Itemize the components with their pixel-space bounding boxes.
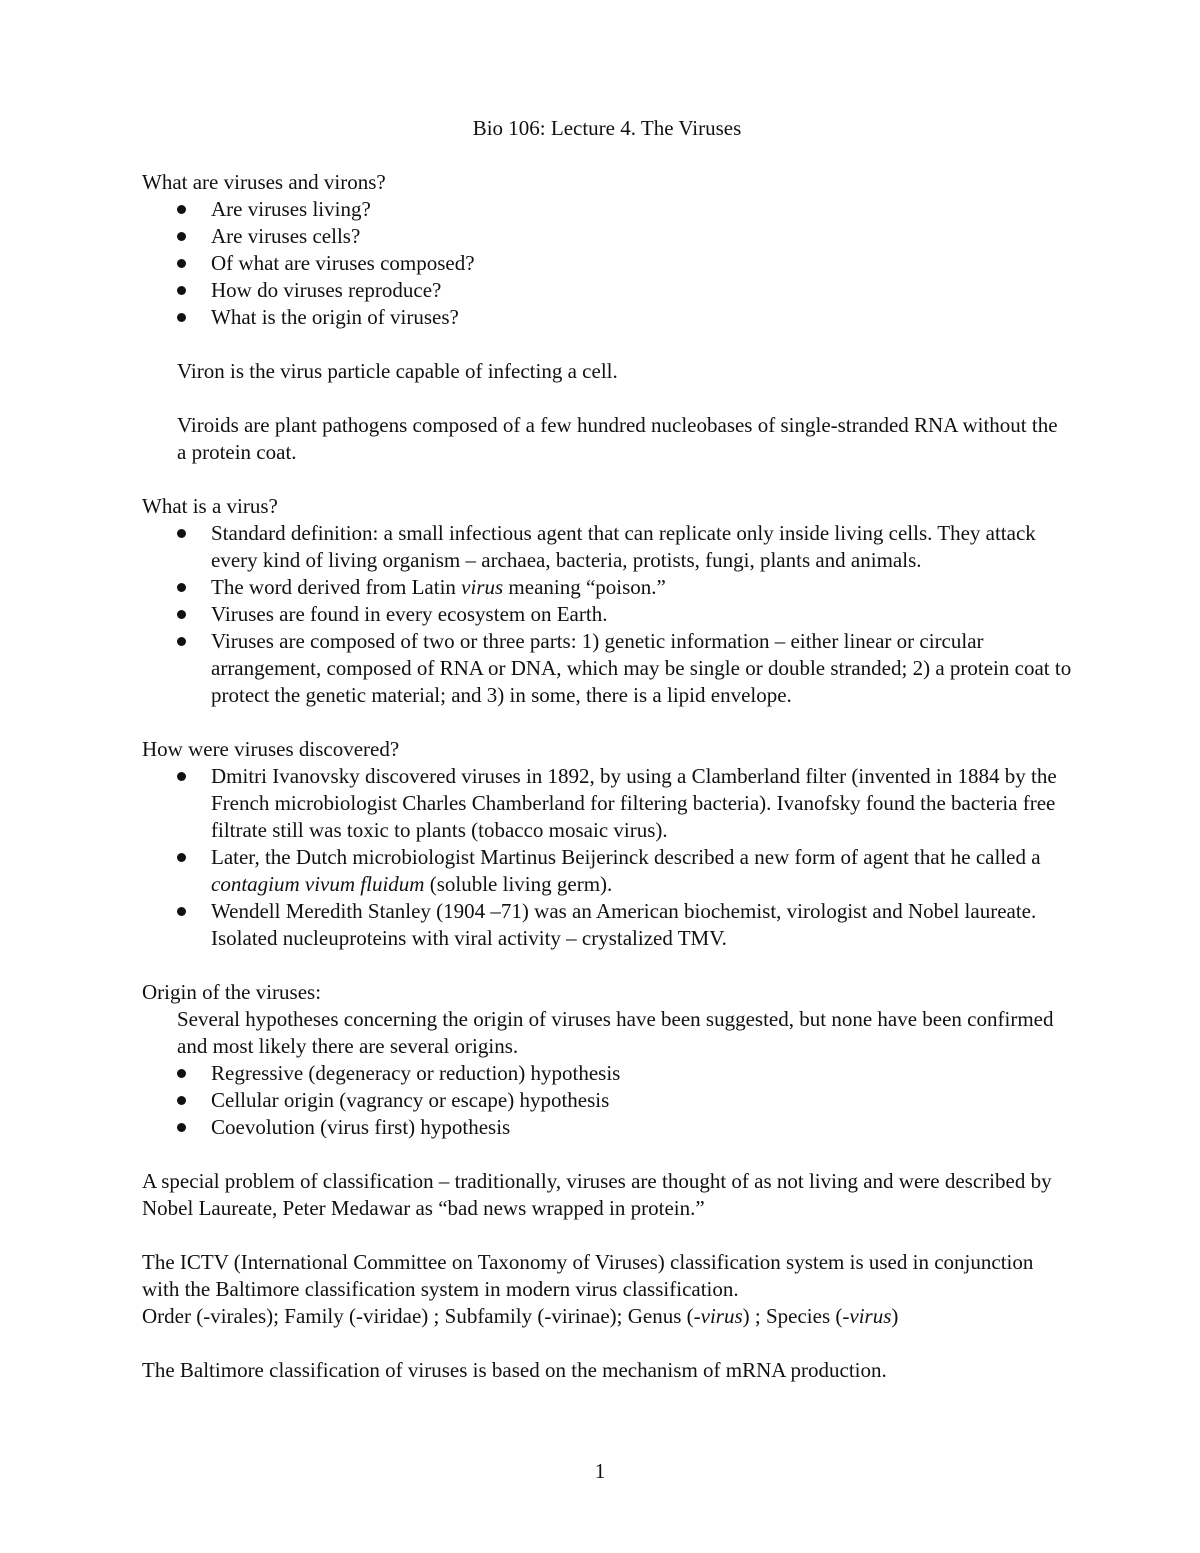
text-run: ) ; Species (- bbox=[742, 1304, 850, 1328]
list-item: Viruses are composed of two or three parts: 1) genetic information – either linear or circular arrangement, composed of RNA or DNA, which may be single or double stranded; 2) a protein coat to protect the genetic material; and 3) in some, there is a lipid envelope. bbox=[142, 628, 1072, 709]
text-run: (soluble living germ). bbox=[424, 872, 613, 896]
list-item: Are viruses cells? bbox=[142, 223, 1072, 250]
page-title: Bio 106: Lecture 4. The Viruses bbox=[472, 116, 742, 140]
list-item: Are viruses living? bbox=[142, 196, 1072, 223]
list-item bbox=[142, 844, 1072, 898]
taxonomic-ranks bbox=[142, 1303, 1072, 1330]
text-run: ) bbox=[891, 1304, 899, 1328]
text-run: Later, the Dutch microbiologist Martinus Beijerinck described a new form of agent that he called a bbox=[211, 845, 1041, 869]
list-item: How do viruses reproduce? bbox=[142, 277, 1072, 304]
origin-intro: Several hypotheses concerning the origin of viruses have been suggested, but none have been confirmed and most likely there are several origins. bbox=[177, 1007, 1054, 1058]
text-run: Order (-virales); Family (-viridae) ; Subfamily (-virinae); Genus (- bbox=[142, 1304, 701, 1328]
list-item: Regressive (degeneracy or reduction) hypothesis bbox=[142, 1060, 1072, 1087]
viroid-definition: Viroids are plant pathogens composed of a few hundred nucleobases of single-stranded RNA without the a protein coat. bbox=[177, 413, 1058, 464]
document-body bbox=[142, 115, 1072, 1384]
list-item: Coevolution (virus first) hypothesis bbox=[142, 1114, 1072, 1141]
list-item: Dmitri Ivanovsky discovered viruses in 1892, by using a Clamberland filter (invented in 1884 by the French microbiologist Charles Chamberland for filtering bacteria). Ivanofsky found the bacteria free filtrate still was toxic to plants (tobacco mosaic virus). bbox=[142, 763, 1072, 844]
bullet-list-questions bbox=[142, 196, 1072, 331]
list-item: Viruses are found in every ecosystem on Earth. bbox=[142, 601, 1072, 628]
section-heading-what-is-virus: What is a virus? bbox=[142, 494, 278, 518]
list-item: What is the origin of viruses? bbox=[142, 304, 1072, 331]
list-item: Wendell Meredith Stanley (1904 –71) was an American biochemist, virologist and Nobel laureate. Isolated nucleuproteins with viral activity – crystalized TMV. bbox=[142, 898, 1072, 952]
baltimore-paragraph: The Baltimore classification of viruses is based on the mechanism of mRNA production. bbox=[142, 1358, 887, 1382]
italic-term: contagium vivum fluidum bbox=[211, 872, 425, 896]
list-item: Standard definition: a small infectious agent that can replicate only inside living cells. They attack every kind of living organism – archaea, bacteria, protists, fungi, plants and animals. bbox=[142, 520, 1072, 574]
bullet-list-discovery bbox=[142, 763, 1072, 952]
text-run: The word derived from Latin bbox=[211, 575, 462, 599]
list-item: Cellular origin (vagrancy or escape) hypothesis bbox=[142, 1087, 1072, 1114]
bullet-list-virus-definition bbox=[142, 520, 1072, 709]
italic-term: virus bbox=[461, 575, 504, 599]
ictv-paragraph: The ICTV (International Committee on Taxonomy of Viruses) classification system is used in conjunction with the Baltimore classification system in modern virus classification. bbox=[142, 1250, 1034, 1301]
italic-term: virus bbox=[700, 1304, 743, 1328]
italic-term: virus bbox=[849, 1304, 892, 1328]
page-number: 1 bbox=[594, 1459, 606, 1483]
classification-problem: A special problem of classification – traditionally, viruses are thought of as not living and were described by Nobel Laureate, Peter Medawar as “bad news wrapped in protein.” bbox=[142, 1169, 1052, 1220]
bullet-list-hypotheses bbox=[142, 1060, 1072, 1141]
viron-definition: Viron is the virus particle capable of infecting a cell. bbox=[177, 359, 618, 383]
section-heading-viruses-virons: What are viruses and virons? bbox=[142, 170, 386, 194]
list-item: Of what are viruses composed? bbox=[142, 250, 1072, 277]
text-run: meaning “poison.” bbox=[503, 575, 666, 599]
section-heading-discovery: How were viruses discovered? bbox=[142, 737, 400, 761]
list-item bbox=[142, 574, 1072, 601]
section-heading-origin: Origin of the viruses: bbox=[142, 980, 322, 1004]
